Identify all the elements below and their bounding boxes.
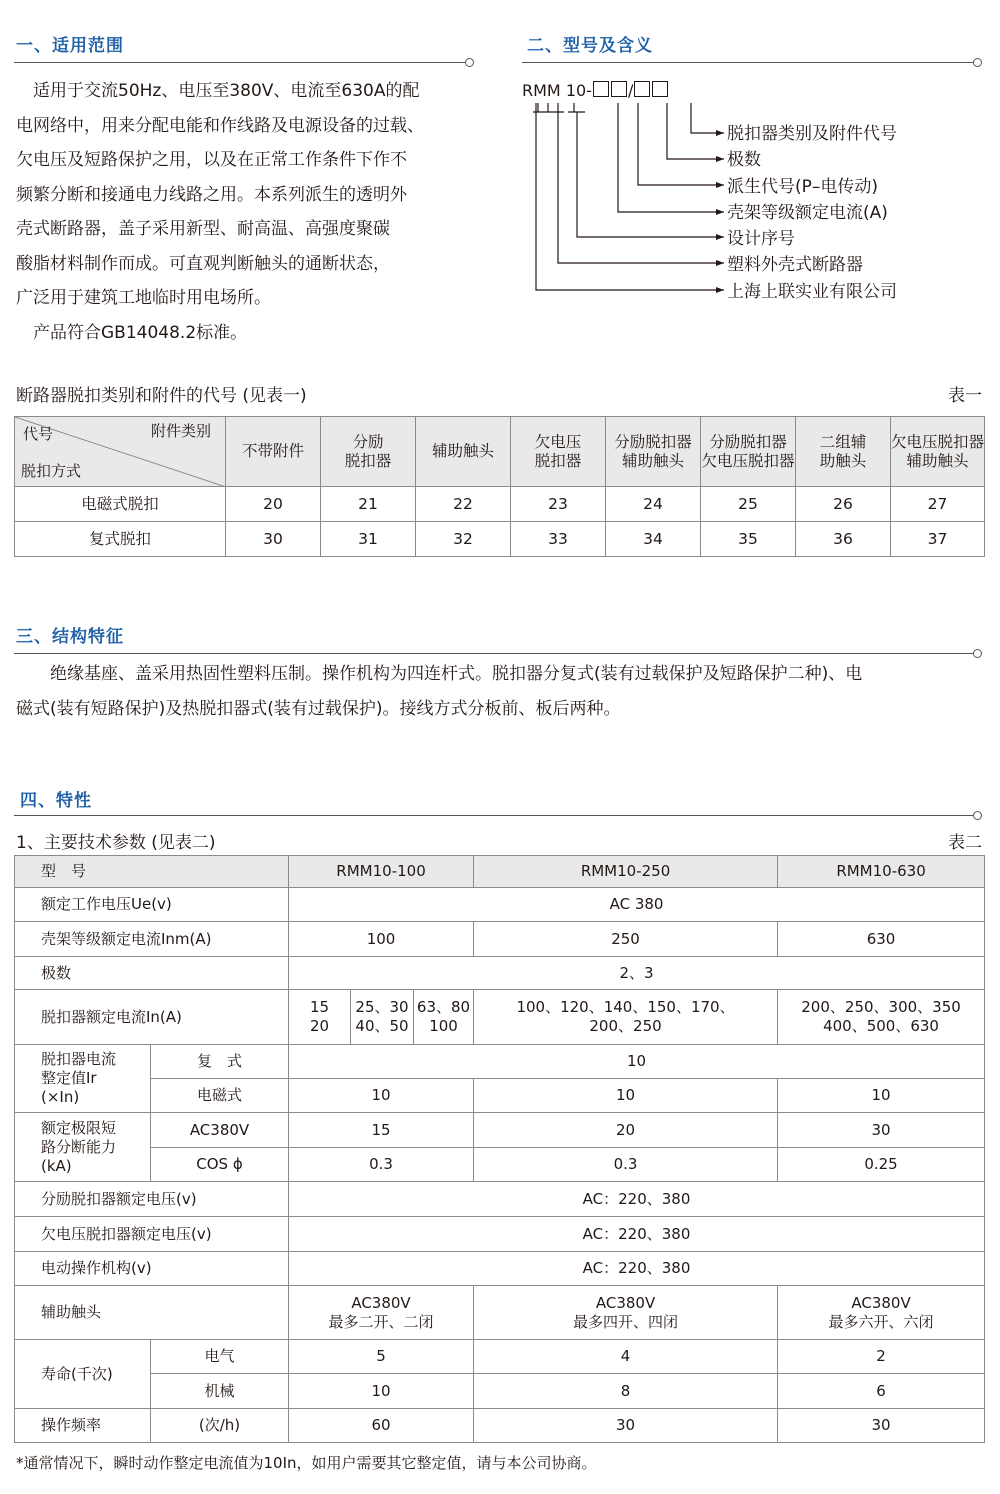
model-bracket-lines: [520, 100, 730, 300]
table-cell: 37: [891, 522, 985, 557]
sub-header: AC380V: [151, 1113, 289, 1148]
section-title-scope: 一、适用范围: [16, 36, 124, 56]
model-slash: /: [627, 81, 634, 100]
column-header: 分励脱扣器 辅助触头: [606, 417, 701, 487]
header-type: 型 号: [15, 856, 289, 888]
table-row: [15, 1374, 985, 1409]
table-cell: 10: [289, 1045, 985, 1079]
table-cell: 2: [778, 1340, 985, 1374]
table-cell: 0.3: [289, 1148, 474, 1182]
legend-item: 塑料外壳式断路器: [727, 255, 863, 276]
table-row: [15, 1148, 985, 1182]
column-header: 二组辅 助触头: [796, 417, 891, 487]
structure-line: 磁式(装有短路保护)及热脱扣器式(装有过载保护)。接线方式分板前、板后两种。: [16, 698, 621, 719]
column-header: 辅助触头: [416, 417, 511, 487]
table-cell: 30: [778, 1113, 985, 1148]
placeholder-box: [611, 81, 627, 97]
scope-line: 酸脂材料制作而成。可直观判断触头的通断状态，: [16, 253, 390, 274]
section-divider: [14, 62, 466, 63]
table-release-codes: [14, 416, 985, 557]
row-header: 电动操作机构(v): [15, 1252, 289, 1286]
table-cell: 31: [321, 522, 416, 557]
table-cell: 20: [226, 487, 321, 522]
table-row: [15, 888, 985, 922]
row-header: 极数: [15, 957, 289, 990]
table-cell: 0.25: [778, 1148, 985, 1182]
table-cell: 100: [289, 922, 474, 957]
column-header: 欠电压脱扣器 辅助触头: [891, 417, 985, 487]
sub-header: 电气: [151, 1340, 289, 1374]
header-model: RMM10-250: [474, 856, 778, 888]
table-cell: 200、250、300、350 400、500、630: [778, 990, 985, 1045]
table-row: [15, 522, 985, 557]
table-cell: 250: [474, 922, 778, 957]
scope-line: 适用于交流50Hz、电压至380V、电流至630A的配: [33, 81, 420, 101]
legend-item: 脱扣器类别及附件代号: [727, 124, 897, 144]
row-header: 复式脱扣: [15, 522, 226, 557]
divider-end-circle: [465, 58, 474, 67]
row-header: 电磁式脱扣: [15, 487, 226, 522]
section-title-structure: 三、结构特征: [16, 627, 124, 647]
placeholder-box: [652, 81, 668, 97]
table1-corner-cell: [15, 417, 226, 487]
structure-paragraph: [16, 657, 991, 726]
table-row: [15, 1079, 985, 1113]
column-header: 分励脱扣器 欠电压脱扣器: [701, 417, 796, 487]
row-header: 操作频率: [15, 1409, 151, 1443]
table-cell: 30: [226, 522, 321, 557]
model-code: [522, 81, 669, 100]
structure-line: 绝缘基座、盖采用热固性塑料压制。操作机构为四连杆式。脱扣器分复式(装有过载保护及短路保护二种)、电: [50, 664, 863, 684]
row-header: 分励脱扣器额定电压(v): [15, 1182, 289, 1217]
table2-label: 表二: [948, 833, 982, 853]
section-divider: [14, 815, 974, 816]
table1-label: 表一: [948, 386, 982, 406]
table-cell: 63、80 100: [414, 990, 474, 1045]
table-cell: AC 380: [289, 888, 985, 922]
model-legend: [727, 121, 897, 305]
table-cell: 0.3: [474, 1148, 778, 1182]
corner-label: 代号: [23, 425, 54, 443]
table-cell: 26: [796, 487, 891, 522]
sub-header: 复 式: [151, 1045, 289, 1079]
placeholder-box: [634, 81, 650, 97]
table2-caption: 1、主要技术参数 (见表二): [16, 833, 216, 853]
table-cell: 35: [701, 522, 796, 557]
table-cell: AC：220、380: [289, 1217, 985, 1252]
table-row: [15, 957, 985, 990]
table-cell: AC380V 最多六开、六闭: [778, 1286, 985, 1340]
table-cell: 24: [606, 487, 701, 522]
section-divider: [522, 62, 974, 63]
section-title-characteristics: 四、特性: [20, 791, 92, 811]
table-row: [15, 1113, 985, 1148]
table-cell: 630: [778, 922, 985, 957]
row-header: 脱扣器电流 整定值Ir (×In): [15, 1045, 151, 1113]
table-row: [15, 922, 985, 957]
table-cell: 32: [416, 522, 511, 557]
table-row: [15, 990, 985, 1045]
legend-item: 极数: [727, 150, 761, 171]
table-cell: 33: [511, 522, 606, 557]
table-cell: 27: [891, 487, 985, 522]
divider-end-circle: [973, 58, 982, 67]
table-cell: AC：220、380: [289, 1252, 985, 1286]
table1-caption: 断路器脱扣类别和附件的代号 (见表一): [16, 386, 307, 406]
table-cell: 5: [289, 1340, 474, 1374]
legend-item: 壳架等级额定电流(A): [727, 202, 888, 223]
sub-header: 电磁式: [151, 1079, 289, 1113]
table-cell: 4: [474, 1340, 778, 1374]
table-cell: 100、120、140、150、170、 200、250: [474, 990, 778, 1045]
row-header: 寿命(千次): [15, 1340, 151, 1409]
table-cell: 20: [474, 1113, 778, 1148]
model-prefix: RMM 10-: [522, 81, 592, 100]
sub-header: (次/h): [151, 1409, 289, 1443]
table-row: [15, 1286, 985, 1340]
row-header: 辅助触头: [15, 1286, 289, 1340]
scope-line: 欠电压及短路保护之用，以及在正常工作条件下作不: [16, 150, 407, 170]
scope-line: 产品符合GB14048.2标准。: [33, 322, 248, 343]
divider-end-circle: [973, 811, 982, 820]
section-title-model: 二、型号及含义: [527, 36, 653, 56]
table-row: [15, 1409, 985, 1443]
table-cell: 25、30 40、50: [351, 990, 414, 1045]
row-header: 壳架等级额定电流Inm(A): [15, 922, 289, 957]
footnote: *通常情况下，瞬时动作整定电流值为10In，如用户需要其它整定值，请与本公司协商。: [16, 1454, 597, 1472]
table-cell: 15: [289, 1113, 474, 1148]
table-cell: 30: [474, 1409, 778, 1443]
legend-item: 上海上联实业有限公司: [727, 281, 897, 302]
legend-item: 派生代号(P–电传动): [727, 176, 879, 197]
table-cell: 22: [416, 487, 511, 522]
table-row: [15, 1045, 985, 1079]
header-model: RMM10-100: [289, 856, 474, 888]
table-cell: 30: [778, 1409, 985, 1443]
column-header: 分励 脱扣器: [321, 417, 416, 487]
legend-item: 设计序号: [727, 229, 795, 250]
table-row: [15, 1182, 985, 1217]
table-cell: 15 20: [289, 990, 351, 1045]
placeholder-box: [593, 81, 609, 97]
row-header: 欠电压脱扣器额定电压(v): [15, 1217, 289, 1252]
table-cell: 10: [289, 1079, 474, 1113]
table-cell: 10: [474, 1079, 778, 1113]
table-cell: 8: [474, 1374, 778, 1409]
scope-line: 广泛用于建筑工地临时用电场所。: [16, 288, 271, 308]
table-cell: 21: [321, 487, 416, 522]
table-cell: 10: [778, 1079, 985, 1113]
sub-header: 机械: [151, 1374, 289, 1409]
section-divider: [14, 653, 974, 654]
corner-label: 附件类别: [150, 422, 211, 440]
table-cell: 2、3: [289, 957, 985, 990]
table-cell: AC380V 最多二开、二闭: [289, 1286, 474, 1340]
sub-header: COS ϕ: [151, 1148, 289, 1182]
scope-line: 频繁分断和接通电力线路之用。本系列派生的透明外: [16, 184, 407, 205]
row-header: 额定工作电压Ue(v): [15, 888, 289, 922]
table-cell: 36: [796, 522, 891, 557]
table-cell: AC380V 最多四开、四闭: [474, 1286, 778, 1340]
scope-line: 电网络中，用来分配电能和作线路及电源设备的过载、: [16, 115, 424, 136]
column-header: 不带附件: [226, 417, 321, 487]
table-row: [15, 1217, 985, 1252]
table-row: [15, 1252, 985, 1286]
scope-line: 壳式断路器，盖子采用新型、耐高温、高强度聚碳: [16, 219, 390, 239]
table-cell: AC：220、380: [289, 1182, 985, 1217]
table-technical-parameters: [14, 855, 985, 1443]
row-header: 额定极限短 路分断能力 (kA): [15, 1113, 151, 1182]
table-cell: 6: [778, 1374, 985, 1409]
table-cell: 23: [511, 487, 606, 522]
table-cell: 34: [606, 522, 701, 557]
table-cell: 10: [289, 1374, 474, 1409]
table-cell: 25: [701, 487, 796, 522]
scope-paragraph: [16, 74, 486, 350]
header-model: RMM10-630: [778, 856, 985, 888]
table-cell: 60: [289, 1409, 474, 1443]
table-row: [15, 487, 985, 522]
corner-label: 脱扣方式: [21, 462, 82, 480]
row-header: 脱扣器额定电流In(A): [15, 990, 289, 1045]
column-header: 欠电压 脱扣器: [511, 417, 606, 487]
table-row: [15, 1340, 985, 1374]
